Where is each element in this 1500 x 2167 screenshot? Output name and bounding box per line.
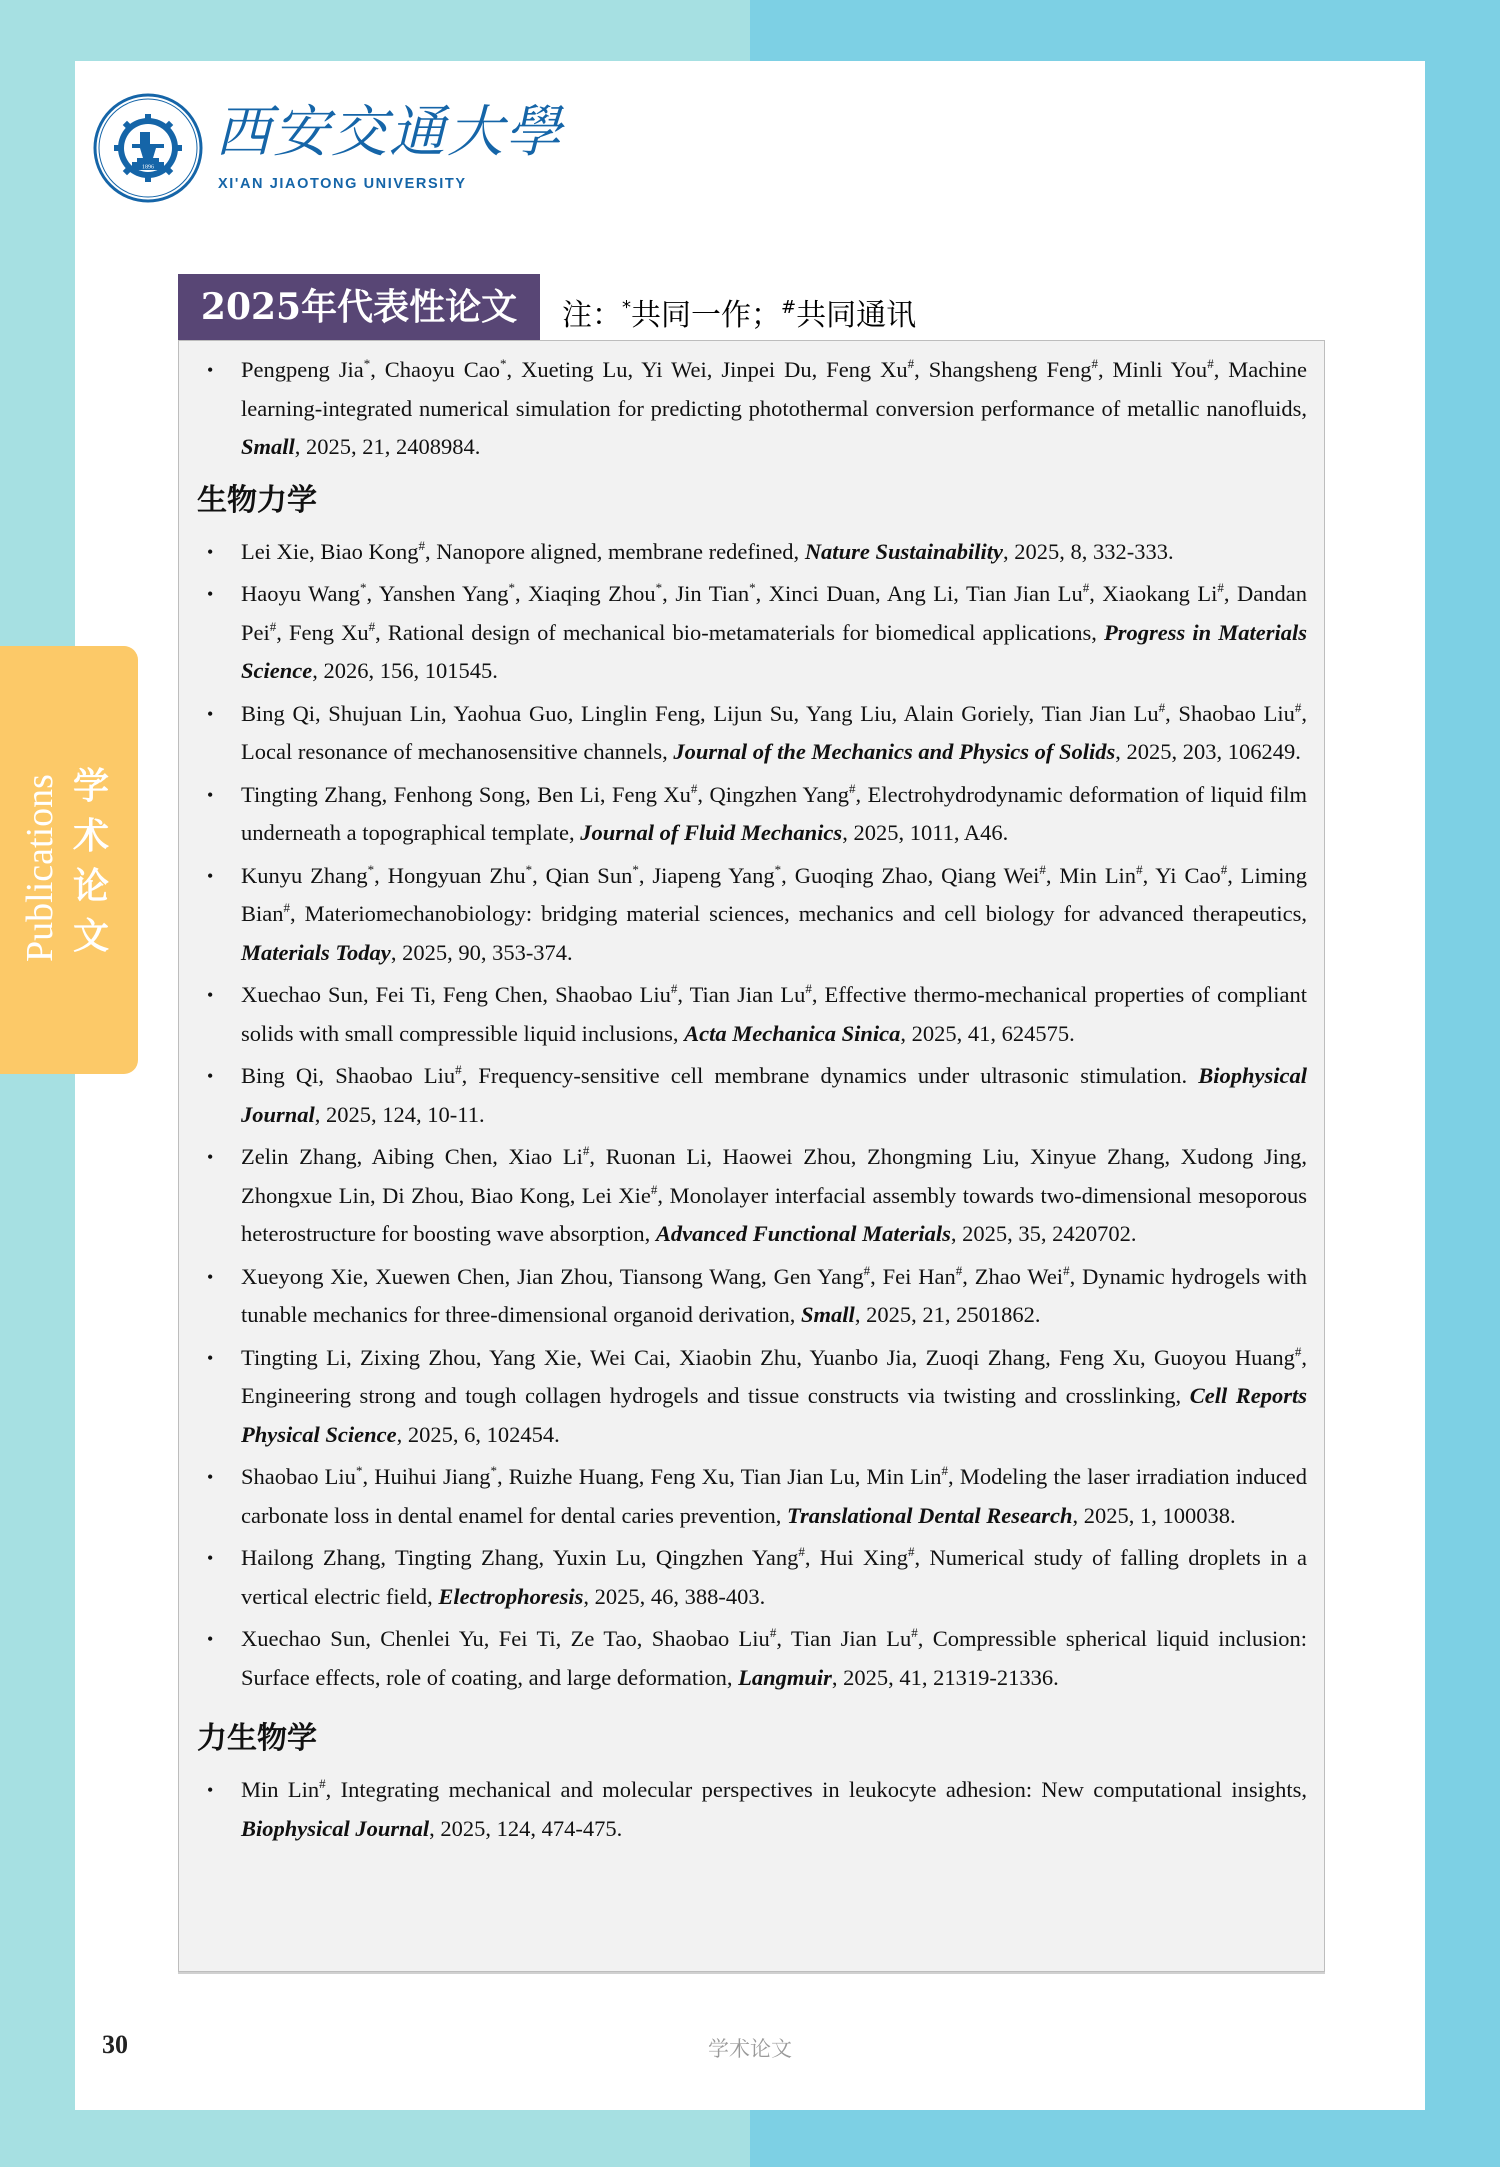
page-number: 30 [102, 2030, 128, 2059]
publication-item [197, 1539, 1307, 1616]
publication-list-box [178, 340, 1325, 1972]
bullet-icon: • [207, 1467, 214, 1487]
paper-details: , 2025, 124, 10-11. [314, 1101, 485, 1127]
journal-name: Materials Today [241, 939, 391, 965]
paper-title: Monolayer interfacial assembly towards two-dimensional mesoporous heterostructure for boosting wave absorption, [241, 1182, 1307, 1246]
bullet-icon: • [207, 541, 214, 562]
journal-name: Journal of Fluid Mechanics [580, 820, 843, 845]
university-seal-logo [92, 92, 204, 204]
subsection-heading: 力生物学 [197, 1721, 317, 1756]
paper-title: Integrating mechanical and molecular perspectives in leukocyte adhesion: New computational insights, [340, 1777, 1307, 1802]
paper-details: , 2025, 21, 2408984. [294, 434, 481, 459]
paper-authors: Hailong Zhang, Tingting Zhang, Yuxin Lu, Qingzhen Yang#, Hui Xing#, [241, 1544, 921, 1570]
paper-authors: Tingting Zhang, Fenhong Song, Ben Li, Feng Xu#, Qingzhen Yang#, [241, 780, 862, 807]
side-tab-english: Publications [19, 774, 61, 962]
journal-name: Translational Dental Research [787, 1502, 1073, 1528]
journal-name: Biophysical Journal [241, 1063, 1308, 1127]
publication-list [197, 351, 1307, 1852]
paper-details: , 2025, 46, 388-403. [583, 1583, 766, 1609]
paper-title: Electrohydrodynamic deformation of liquid film underneath a topographical template, [241, 781, 1308, 845]
journal-name: Progress in Materials Science [241, 619, 1308, 683]
journal-name: Small [801, 1302, 855, 1327]
paper-authors: Xuechao Sun, Chenlei Yu, Fei Ti, Ze Tao, Shaobao Liu#, Tian Jian Lu#, [241, 1625, 924, 1651]
paper-details: , 2025, 35, 2420702. [950, 1221, 1137, 1246]
paper-details: , 2025, 124, 474-475. [429, 1815, 623, 1841]
paper-title: Modeling the laser irradiation induced carbonate loss in dental enamel for dental caries prevention, [241, 1464, 1307, 1528]
footer-section-name: 学术论文 [708, 2037, 792, 2061]
bullet-icon: • [207, 1629, 214, 1649]
publication-item [197, 1339, 1307, 1455]
bullet-icon: • [207, 1066, 214, 1086]
paper-title: Compressible spherical liquid inclusion: Surface effects, role of coating, and large deformation, [241, 1626, 1308, 1690]
paper-authors: Lei Xie, Biao Kong#, [241, 537, 431, 564]
paper-authors: Bing Qi, Shujuan Lin, Yaohua Guo, Linglin Feng, Lijun Su, Yang Liu, Alain Goriely, Tian Jian Lu#, Shaobao Liu#, [241, 699, 1307, 726]
journal-name: Electrophoresis [438, 1583, 584, 1609]
paper-details: , 2025, 90, 353-374. [390, 939, 573, 965]
bullet-icon: • [207, 865, 214, 886]
paper-title: Rational design of mechanical bio-metamaterials for biomedical applications, [387, 619, 1097, 645]
logo-chinese-name: 西安交通大學 [215, 100, 563, 165]
publication-item [197, 351, 1307, 467]
paper-title: Numerical study of falling droplets in a vertical electric field, [241, 1545, 1308, 1609]
publication-item [197, 1258, 1307, 1335]
publication-item [197, 1458, 1307, 1535]
paper-title: Effective thermo-mechanical properties of compliant solids with small compressible liquid inclusions, [241, 982, 1308, 1046]
section-title: 2025年代表性论文 [178, 274, 540, 340]
bullet-icon: • [207, 1548, 214, 1568]
bullet-icon: • [207, 584, 214, 604]
legend-note: 注：*共同一作；#共同通讯 [562, 297, 917, 333]
paper-authors: Haoyu Wang*, Yanshen Yang*, Xiaqing Zhou*, Jin Tian*, Xinci Duan, Ang Li, Tian Jian Lu#, Xiaokang Li#, Dandan Pei#, Feng Xu#, [241, 580, 1307, 645]
publication-item [197, 1057, 1307, 1134]
bullet-icon: • [207, 985, 214, 1005]
journal-name: Langmuir [738, 1664, 832, 1690]
paper-authors: Xueyong Xie, Xuewen Chen, Jian Zhou, Tiansong Wang, Gen Yang#, Fei Han#, Zhao Wei#, [241, 1262, 1076, 1289]
journal-name: Small [241, 434, 295, 459]
paper-title: Frequency-sensitive cell membrane dynamics under ultrasonic stimulation. [478, 1063, 1188, 1088]
publication-item [197, 857, 1307, 973]
journal-name: Cell Reports Physical Science [241, 1383, 1307, 1447]
paper-details: , 2025, 1011, A46. [842, 820, 1009, 845]
subsection-heading: 生物力学 [197, 482, 317, 518]
paper-details: , 2026, 156, 101545. [312, 658, 498, 683]
paper-details: , 2025, 8, 332-333. [1002, 538, 1174, 564]
paper-authors: Min Lin#, [241, 1776, 332, 1802]
paper-details: , 2025, 1, 100038. [1072, 1502, 1236, 1528]
publication-item [197, 1771, 1307, 1848]
paper-details: , 2025, 203, 106249. [1115, 739, 1301, 764]
bullet-icon: • [207, 703, 214, 724]
paper-authors: Pengpeng Jia*, Chaoyu Cao*, Xueting Lu, Yi Wei, Jinpei Du, Feng Xu#, Shangsheng Feng#, Minli You#, [241, 356, 1220, 382]
logo-english-name: XI'AN JIAOTONG UNIVERSITY [218, 176, 467, 192]
publication-item [197, 776, 1307, 853]
journal-name: Nature Sustainability [804, 538, 1003, 564]
publication-item [197, 1138, 1307, 1254]
paper-title: Machine learning-integrated numerical simulation for predicting photothermal conversion performance of metallic nanofluids, [241, 357, 1307, 421]
publication-item [197, 533, 1307, 572]
paper-authors: Shaobao Liu*, Huihui Jiang*, Ruizhe Huang, Feng Xu, Tian Jian Lu, Min Lin#, [241, 1463, 954, 1489]
bullet-icon: • [207, 784, 214, 805]
bullet-icon: • [207, 1780, 214, 1800]
paper-title: Local resonance of mechanosensitive channels, [241, 739, 668, 764]
paper-authors: Kunyu Zhang*, Hongyuan Zhu*, Qian Sun*, Jiapeng Yang*, Guoqing Zhao, Qiang Wei#, Min Lin#, Yi Cao#, Liming Bian#, [241, 861, 1307, 926]
publication-item [197, 1620, 1307, 1697]
bullet-icon: • [207, 1147, 214, 1167]
paper-details: , 2025, 6, 102454. [396, 1421, 560, 1447]
paper-authors: Tingting Li, Zixing Zhou, Yang Xie, Wei Cai, Xiaobin Zhu, Yuanbo Jia, Zuoqi Zhang, Feng Xu, Guoyou Huang#, [241, 1343, 1307, 1370]
paper-details: , 2025, 41, 21319-21336. [831, 1664, 1059, 1690]
paper-title: Dynamic hydrogels with tunable mechanics for three-dimensional organoid derivation, [241, 1263, 1308, 1327]
paper-details: , 2025, 41, 624575. [900, 1020, 1075, 1046]
bullet-icon: • [207, 1347, 214, 1368]
journal-name: Acta Mechanica Sinica [684, 1020, 901, 1046]
bullet-icon: • [207, 1266, 214, 1287]
seal-year: 1896 [142, 164, 154, 171]
journal-name: Biophysical Journal [241, 1815, 430, 1841]
paper-title: Materiomechanobiology: bridging material sciences, mechanics and cell biology for advanced therapeutics, [304, 901, 1308, 926]
paper-title: Engineering strong and tough collagen hydrogels and tissue constructs via twisting and crosslinking, [241, 1383, 1182, 1408]
publication-item [197, 575, 1307, 691]
side-tab-chinese: 学 术 论 文 [72, 766, 109, 957]
paper-title: Nanopore aligned, membrane redefined, [436, 538, 800, 564]
publication-item [197, 976, 1307, 1053]
paper-authors: Bing Qi, Shaobao Liu#, [241, 1062, 468, 1088]
journal-name: Journal of the Mechanics and Physics of Solids [673, 739, 1116, 764]
paper-authors: Xuechao Sun, Fei Ti, Feng Chen, Shaobao Liu#, Tian Jian Lu#, [241, 981, 818, 1007]
paper-authors: Zelin Zhang, Aibing Chen, Xiao Li#, Ruonan Li, Haowei Zhou, Zhongming Liu, Xinyue Zhang, Xudong Jing, Zhongxue Lin, Di Zhou, Biao Kong, Lei Xie#, [241, 1143, 1308, 1208]
paper-details: , 2025, 21, 2501862. [854, 1302, 1041, 1327]
journal-name: Advanced Functional Materials [655, 1221, 951, 1246]
publication-item [197, 695, 1307, 772]
bullet-icon: • [207, 360, 214, 380]
